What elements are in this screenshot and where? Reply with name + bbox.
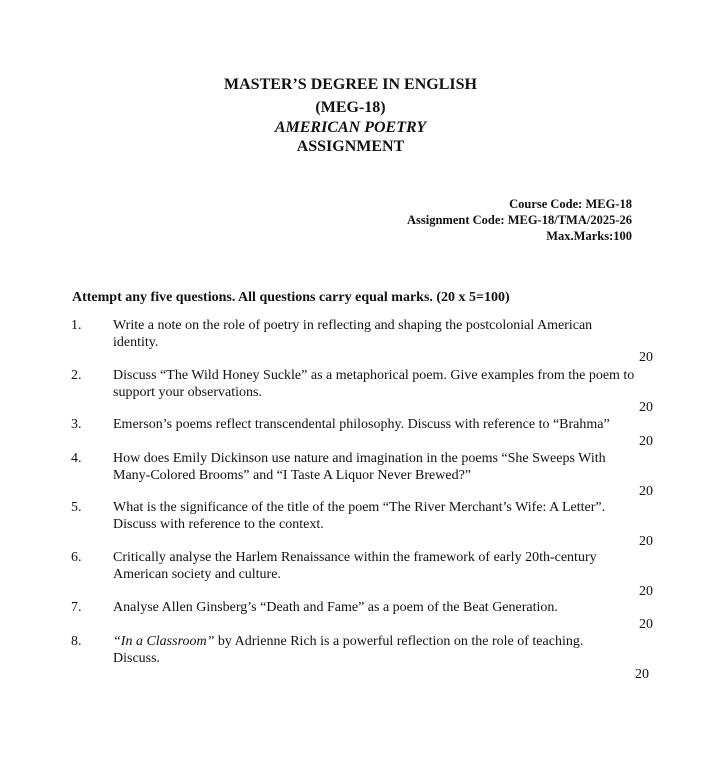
max-marks: Max.Marks:100 xyxy=(546,229,632,243)
question-line: Discuss “The Wild Honey Suckle” as a metaphorical poem. Give examples from the poem to xyxy=(113,368,635,383)
question-text xyxy=(113,368,673,401)
question-line: Many-Colored Brooms” and “I Taste A Liquor Never Brewed?” xyxy=(113,467,471,483)
question-text xyxy=(113,500,658,533)
question-line: support your observations. xyxy=(113,384,262,400)
question-text xyxy=(113,451,658,484)
course-code-heading: (MEG-18) xyxy=(315,99,386,116)
question-marks: 20 xyxy=(639,617,653,632)
question-number: 4. xyxy=(71,451,82,466)
question-line-rest: by Adrienne Rich is a powerful reflection on the role of teaching. xyxy=(214,634,584,649)
instructions: Attempt any five questions. All questions carry equal marks. (20 x 5=100) xyxy=(72,290,510,305)
poem-title: “In a Classroom” xyxy=(113,634,215,649)
question-number: 3. xyxy=(71,417,82,432)
question-line xyxy=(113,634,658,651)
question-marks: 20 xyxy=(639,534,653,549)
question-text xyxy=(113,318,658,351)
question-number: 7. xyxy=(71,600,82,615)
question-line: Write a note on the role of poetry in reflecting and shaping the postcolonial American xyxy=(113,318,593,333)
question-marks: 20 xyxy=(639,484,653,499)
question-marks: 20 xyxy=(639,400,653,415)
question-text xyxy=(113,634,658,667)
question-line: identity. xyxy=(113,334,159,350)
course-code: Course Code: MEG-18 xyxy=(509,197,632,211)
question-line: Critically analyse the Harlem Renaissance within the framework of early 20th-century xyxy=(113,550,597,565)
question-line: Discuss. xyxy=(113,650,161,666)
question-number: 6. xyxy=(71,550,82,565)
degree-title: MASTER’S DEGREE IN ENGLISH xyxy=(224,76,477,93)
question-marks: 20 xyxy=(635,667,649,682)
question-marks: 20 xyxy=(639,350,653,365)
question-text xyxy=(113,600,658,617)
question-line: Emerson’s poems reflect transcendental philosophy. Discuss with reference to “Brahma” xyxy=(113,417,610,432)
question-number: 8. xyxy=(71,634,82,649)
question-line: American society and culture. xyxy=(113,566,281,582)
assignment-heading: ASSIGNMENT xyxy=(296,138,405,155)
question-line: How does Emily Dickinson use nature and imagination in the poems “She Sweeps With xyxy=(113,451,606,466)
question-text xyxy=(113,417,658,434)
course-name-heading: AMERICAN POETRY xyxy=(274,119,427,136)
question-line: Analyse Allen Ginsberg’s “Death and Fame” as a poem of the Beat Generation. xyxy=(113,600,558,615)
assignment-code: Assignment Code: MEG-18/TMA/2025-26 xyxy=(407,213,632,227)
question-number: 5. xyxy=(71,500,82,515)
question-line: Discuss with reference to the context. xyxy=(113,516,324,532)
question-text xyxy=(113,550,658,583)
question-marks: 20 xyxy=(639,434,653,449)
question-number: 1. xyxy=(71,318,82,333)
question-line: What is the significance of the title of the poem “The River Merchant’s Wife: A Letter”. xyxy=(113,500,606,515)
question-number: 2. xyxy=(71,368,82,383)
question-marks: 20 xyxy=(639,584,653,599)
